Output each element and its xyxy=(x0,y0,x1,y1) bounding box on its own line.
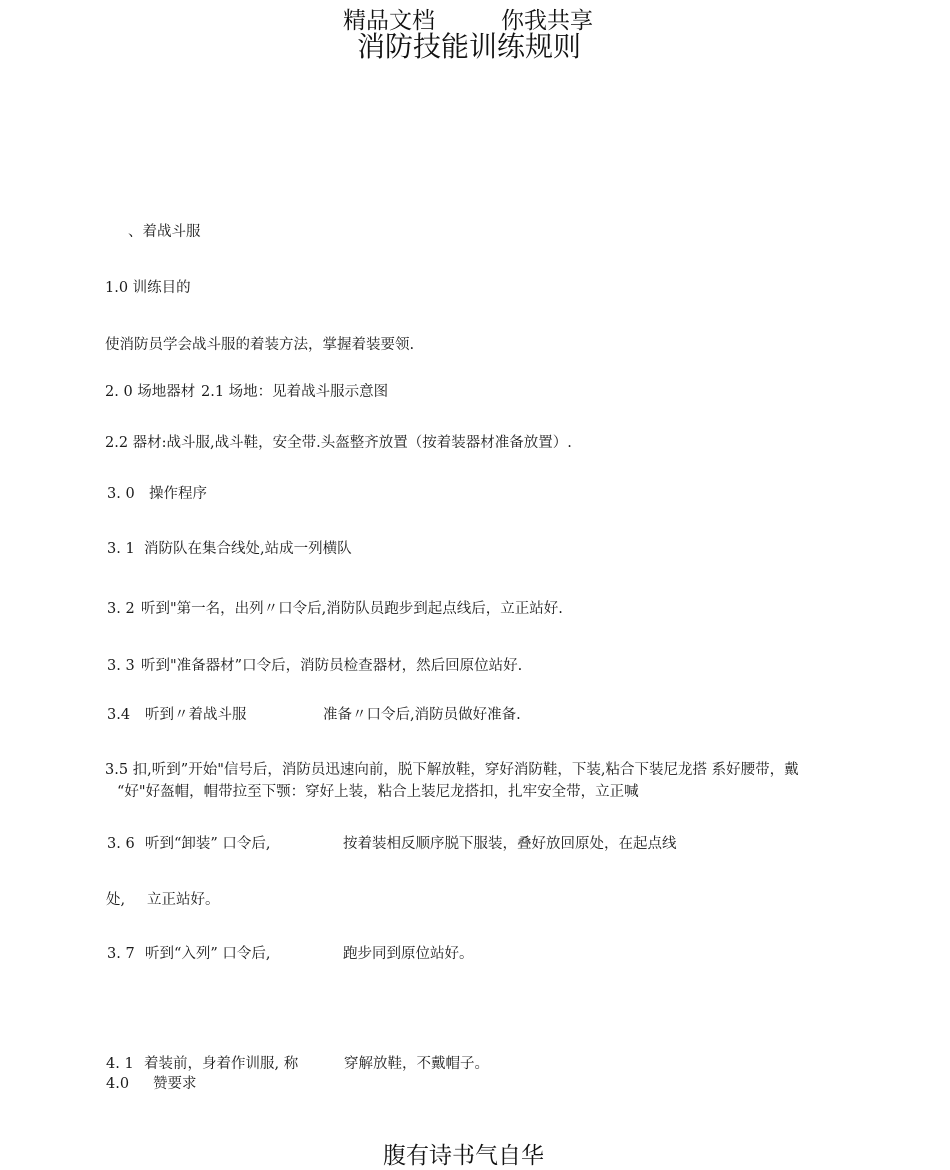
item-2-1: 2.1 场地：见着战斗服示意图 xyxy=(201,384,389,400)
item-3-0-num: 3. 0 xyxy=(107,486,135,502)
item-3-7-text-a: 听到“入列” 口令后, xyxy=(145,946,271,962)
item-4-1-text-a: 着装前，身着作训服, 称 xyxy=(144,1056,299,1072)
header-right: 你我共享 xyxy=(501,8,593,34)
item-3-6-text-a: 听到“卸装” 口令后, xyxy=(145,836,271,852)
item-3-6-num: 3. 6 xyxy=(107,836,135,852)
item-3-3-text: 听到"准备器材”口令后，消防员检查器材，然后回原位站好. xyxy=(141,658,523,674)
page-footer: 腹有诗书气自华 xyxy=(383,1143,544,1169)
item-3-0-text: 操作程序 xyxy=(149,486,207,502)
item-2-0: 2. 0 场地器材 xyxy=(105,384,196,400)
purpose-text: 使消防员学会战斗服的着装方法，掌握着装要领. xyxy=(105,337,415,353)
page-title: 消防技能训练规则 xyxy=(357,30,582,63)
item-3-4-num: 3.4 xyxy=(107,707,131,723)
item-3-1-num: 3. 1 xyxy=(107,541,135,557)
item-3-5-line1: 3.5 扣,听到”开始"信号后，消防员迅速向前，脱下解放鞋，穿好消防鞋，下装,粘合下装尼龙搭 系好腰带，戴 xyxy=(105,762,799,778)
item-3-4-text-b: 准备〃口令后,消防员做好准备. xyxy=(323,707,521,723)
item-4-1-text-b: 穿解放鞋，不戴帽子。 xyxy=(344,1056,489,1072)
item-1-0: 1.0 训练目的 xyxy=(105,280,191,296)
item-3-6-text-c1: 处, xyxy=(106,892,126,908)
item-3-1-text: 消防队在集合线处,站成一列横队 xyxy=(144,541,352,557)
item-4-0-num: 4.0 xyxy=(106,1076,130,1092)
item-3-7-num: 3. 7 xyxy=(107,946,135,962)
item-3-6-text-c2: 立正站好。 xyxy=(147,892,220,908)
item-3-4-text-a: 听到〃着战斗服 xyxy=(145,707,247,723)
item-4-0-text: 赞要求 xyxy=(153,1076,197,1092)
item-3-2-text: 听到"第一名，出列〃口令后,消防队员跑步到起点线后，立正站好. xyxy=(141,601,563,617)
item-3-2-num: 3. 2 xyxy=(107,601,135,617)
section-heading: 、着战斗服 xyxy=(128,224,201,240)
item-3-3-num: 3. 3 xyxy=(107,658,135,674)
item-3-7-text-b: 跑步同到原位站好。 xyxy=(343,946,474,962)
header-left: 精品文档 xyxy=(343,8,435,34)
item-4-1-num: 4. 1 xyxy=(106,1056,134,1072)
item-3-5-line2: “好"好盔帽，帽带拉至下颚：穿好上装，粘合上装尼龙搭扣，扎牢安全带，立正喊 xyxy=(117,784,639,800)
item-3-6-text-b: 按着装相反顺序脱下服装，叠好放回原处，在起点线 xyxy=(343,836,677,852)
item-2-2: 2.2 器材:战斗服,战斗鞋，安全带.头盔整齐放置（按着装器材准备放置）. xyxy=(105,435,572,451)
